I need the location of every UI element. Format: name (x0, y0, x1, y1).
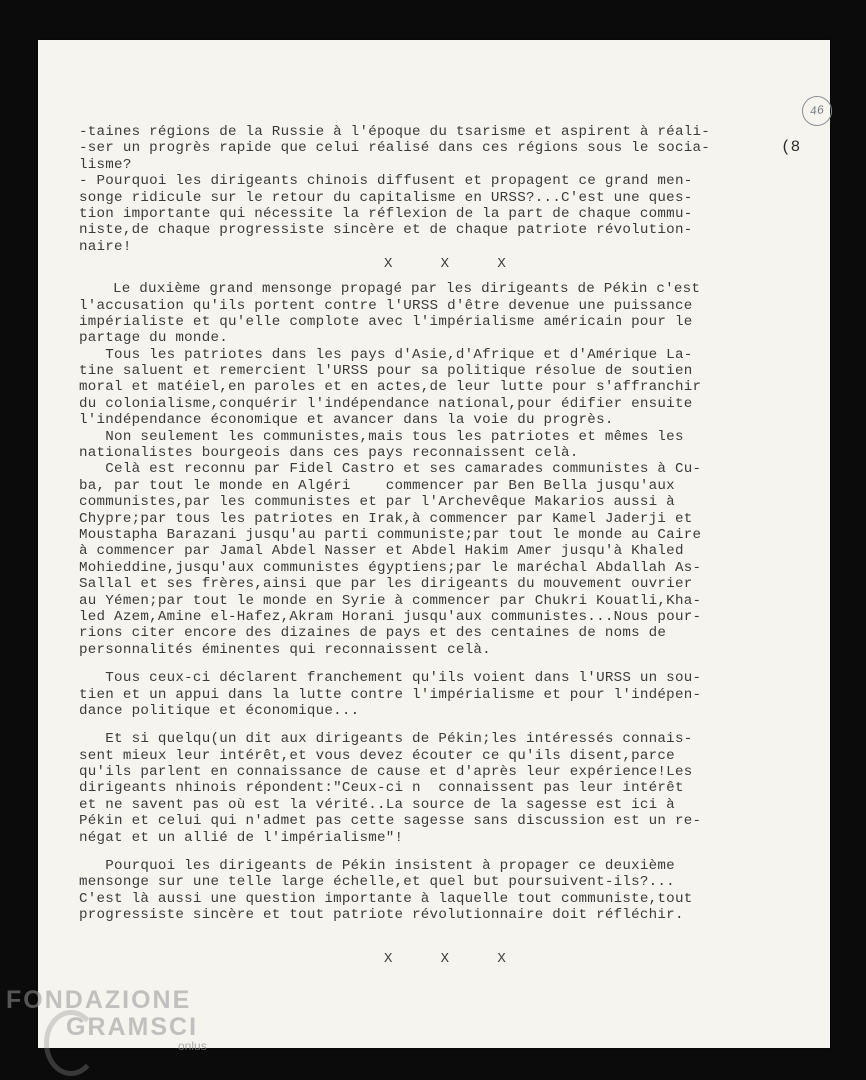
text-line: - Pourquoi les dirigeants chinois diffusent et propagent ce grand men- (79, 173, 693, 190)
text-line: communistes,par les communistes et par l'Archevêque Makarios aussi à (79, 494, 675, 511)
text-line: qu'ils parlent en connaissance de cause et d'après leur expérience!Les (79, 764, 693, 781)
text-line: l'accusation qu'ils portent contre l'URSS d'être devenue une puissance (79, 297, 693, 314)
text-line: -taines régions de la Russie à l'époque du tsarisme et aspirent à réali- (79, 124, 710, 140)
text-line: niste,de chaque progressiste sincère et de chaque patriote révolution- (79, 222, 693, 239)
paragraph (79, 670, 795, 719)
text-line: tien et un appui dans la lutte contre l'impérialisme et pour l'indépen- (79, 686, 702, 703)
text-line: du colonialisme,conquérir l'indépendance national,pour édifier ensuite (79, 395, 693, 412)
text-line: Le duxième grand mensonge propagé par les dirigeants de Pékin c'est (113, 281, 701, 298)
text-line: tine saluent et remercient l'URSS pour sa politique résolue de soutien (79, 363, 693, 380)
text-line: C'est là aussi une question importante à laquelle tout communiste,tout (79, 890, 693, 907)
text-line: led Azem,Amine el-Hafez,Akram Horani jusqu'aux communistes...Nous pour- (79, 608, 702, 625)
separator-mark: X (384, 256, 393, 273)
separator-mark: X (497, 256, 506, 273)
text-line: dance politique et économique... (79, 702, 360, 719)
typed-text-body (79, 124, 795, 968)
separator-mark: X (384, 950, 393, 967)
separator-mark: X (497, 950, 506, 967)
separator-mark: X (440, 950, 450, 967)
text-line: Moustapha Barazani jusqu'au parti communiste;par tout le monde au Caire (79, 526, 702, 543)
text-line: Tous les patriotes dans les pays d'Asie,d'Afrique et d'Amérique La- (79, 346, 693, 363)
archive-number-stamp: 46 (800, 94, 834, 128)
paragraph (79, 281, 795, 347)
text-line: Mohieddine,jusqu'aux communistes égyptiens;par le maréchal Abdallah As- (79, 559, 702, 576)
text-line: dirigeants nhinois répondent:"Ceux-ci n connaissent pas leur intérêt (79, 780, 684, 797)
paragraph (79, 124, 795, 173)
paragraph (79, 731, 795, 846)
paragraph (79, 347, 795, 429)
text-line: songe ridicule sur le retour du capitalisme en URSS?...C'est une ques- (79, 189, 693, 206)
text-line: tion importante qui nécessite la réflexion de la part de chaque commu- (79, 205, 693, 222)
page-number: (8 (781, 138, 801, 156)
text-line: rions citer encore des dizaines de pays et des centaines de noms de (79, 625, 667, 642)
watermark-line-2: GRAMSCI (66, 1013, 199, 1041)
section-separator (327, 950, 563, 968)
text-line: Pourquoi les dirigeants de Pékin insistent à propager ce deuxième (79, 858, 675, 875)
text-line: lisme? (79, 156, 132, 173)
text-line: l'indépendance économique et avancer dans la voie du progrès. (79, 412, 614, 429)
paragraph (79, 461, 795, 658)
text-line: nationalistes bourgeois dans ces pays reconnaissent celà. (79, 445, 579, 462)
text-line: partage du monde. (79, 330, 228, 347)
text-line: impérialiste et qu'elle complote avec l'impérialisme américain pour le (79, 313, 693, 330)
text-line: négat et un allié de l'impérialisme"! (79, 829, 404, 846)
paragraph (79, 173, 795, 255)
text-line: sent mieux leur intérêt,et vous devez écouter ce qu'ils disent,parce (79, 747, 675, 764)
text-line: progressiste sincère et tout patriote révolutionnaire doit réfléchir. (79, 907, 684, 924)
text-line: -ser un progrès rapide que celui réalisé dans ces régions sous le socia- (79, 140, 710, 157)
watermark (6, 986, 207, 1052)
text-line: ba, par tout le monde en Algéri commencer par Ben Bella jusqu'aux (79, 477, 675, 494)
text-line: mensonge sur une telle large échelle,et quel but poursuivent-ils?... (79, 874, 675, 891)
text-line: naire! (79, 238, 132, 255)
text-line: Et si quelqu(un dit aux dirigeants de Pékin;les intéressés connais- (79, 731, 693, 748)
paragraph (79, 858, 795, 924)
text-line: personnalités éminentes qui reconnaissent celà. (79, 641, 491, 658)
text-line: Pékin et celui qui n'admet pas cette sagesse sans discussion est un re- (79, 813, 702, 830)
watermark-line-1: FONDAZIONE (6, 986, 192, 1014)
text-line: Celà est reconnu par Fidel Castro et ses camarades communistes à Cu- (79, 461, 702, 478)
paragraph (79, 429, 795, 462)
text-line: à commencer par Jamal Abdel Nasser et Abdel Hakim Amer jusqu'à Khaled (79, 543, 684, 560)
section-separator (327, 255, 563, 273)
text-line: et ne savent pas où est la vérité..La source de la sagesse est ici à (79, 796, 675, 813)
separator-mark: X (440, 256, 450, 273)
text-line: au Yémen;par tout le monde en Syrie à commencer par Chukri Kouatli,Kha- (79, 592, 702, 609)
watermark-line-3: onlus (178, 1039, 207, 1053)
text-line: Tous ceux-ci déclarent franchement qu'ils voient dans l'URSS un sou- (79, 670, 702, 687)
text-line: Chypre;par tous les patriotes en Irak,à commencer par Kamel Jaderji et (79, 510, 693, 527)
text-line: Non seulement les communistes,mais tous les patriotes et mêmes les (79, 428, 684, 445)
text-line: moral et matéiel,en paroles et en actes,de leur lutte pour s'affranchir (79, 379, 702, 396)
text-line: Sallal et ses frères,ainsi que par les dirigeants du mouvement ouvrier (79, 576, 693, 593)
